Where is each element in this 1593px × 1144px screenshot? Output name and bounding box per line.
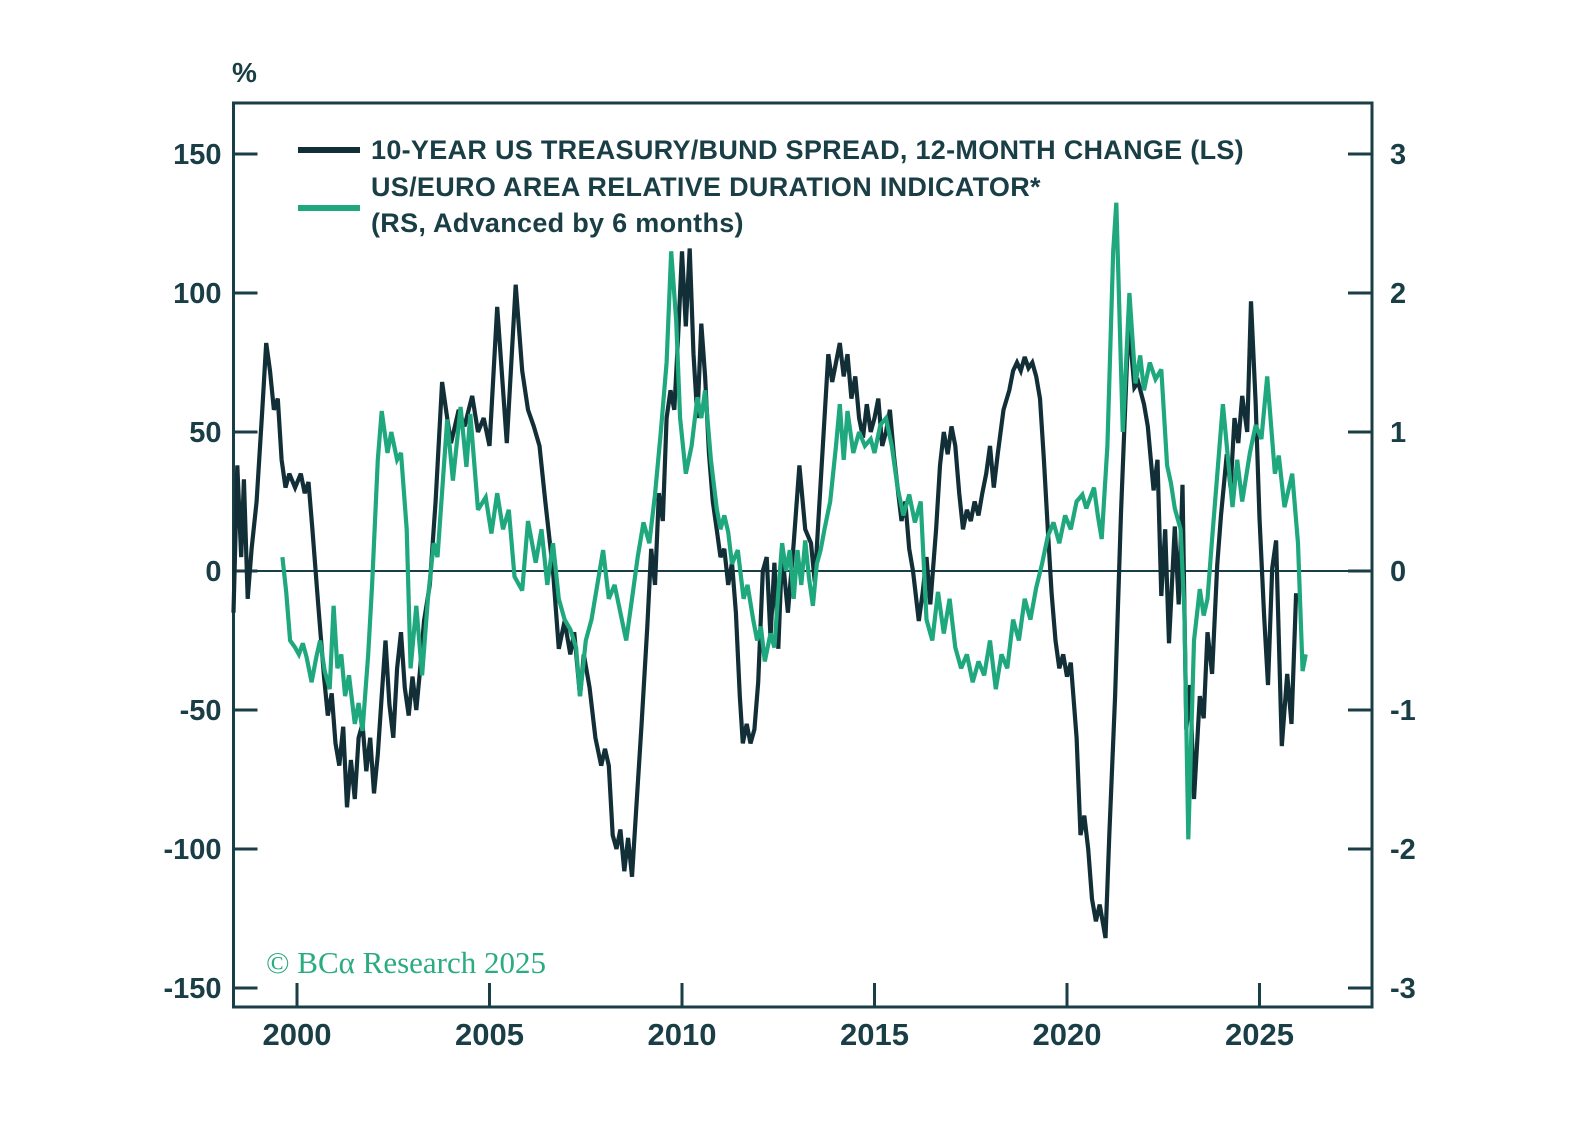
x-axis-tick-label: 2010 — [647, 1017, 717, 1052]
x-axis — [263, 983, 1294, 1052]
x-axis-tick-label: 2025 — [1225, 1017, 1294, 1052]
left-axis-tick-label: 50 — [189, 417, 222, 449]
right-axis-tick-label: 2 — [1390, 278, 1407, 310]
right-axis-tick-label: 3 — [1390, 139, 1407, 171]
right-axis-tick-label: 0 — [1390, 556, 1407, 588]
left-axis-tick-label: -150 — [163, 973, 222, 1005]
left-axis-tick-label: -100 — [163, 834, 222, 866]
left-axis-tick-label: 150 — [173, 139, 222, 171]
x-axis-tick-label: 2020 — [1032, 1017, 1102, 1052]
legend-label-dark-series: 10-YEAR US TREASURY/BUND SPREAD, 12-MONTH CHANGE (LS) — [371, 135, 1244, 165]
left-axis — [163, 139, 257, 1005]
x-axis-tick-label: 2015 — [840, 1017, 909, 1052]
left-axis-tick-label: -50 — [179, 695, 222, 727]
right-axis — [1348, 139, 1416, 1005]
legend-label-green-series-note: (RS, Advanced by 6 months) — [371, 208, 744, 238]
left-axis-tick-label: 100 — [173, 278, 222, 310]
left-axis-tick-label: 0 — [205, 556, 222, 588]
right-axis-tick-label: -3 — [1390, 973, 1416, 1005]
right-axis-tick-label: -1 — [1390, 695, 1416, 727]
treasury-bund-spread-line — [234, 249, 1297, 939]
legend — [298, 135, 1244, 238]
right-axis-tick-label: 1 — [1390, 417, 1407, 449]
x-axis-tick-label: 2000 — [262, 1017, 332, 1052]
right-axis-tick-label: -2 — [1390, 834, 1416, 866]
legend-label-green-series: US/EURO AREA RELATIVE DURATION INDICATOR* — [371, 172, 1041, 202]
left-axis-unit-label: % — [232, 57, 257, 88]
x-axis-tick-label: 2005 — [455, 1017, 524, 1052]
copyright-text: © BCα Research 2025 — [266, 945, 546, 980]
